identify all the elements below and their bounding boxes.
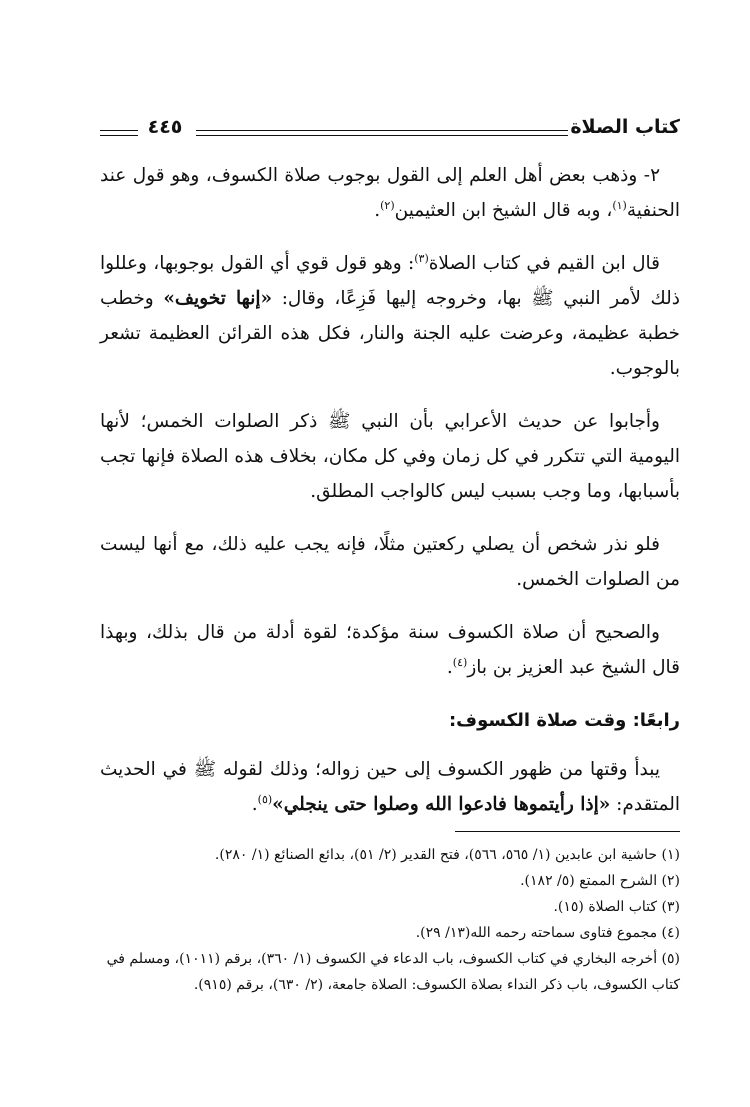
header-rule	[196, 130, 568, 136]
main-text	[100, 158, 680, 840]
footnote-5: (٥) أخرجه البخاري في كتاب الكسوف، باب الدعاء في الكسوف (١/ ٣٦٠)، برقم (١٠١١)، ومسلم في كتاب الكسوف، باب ذكر النداء بصلاة الكسوف: الصلاة جامعة، (٢/ ٦٣٠)، برقم (٩١٥).	[106, 951, 680, 993]
hadith-quote: «إنها تخويف»	[163, 288, 273, 309]
header-rule-short	[100, 130, 138, 136]
text-span: ٢- وذهب بعض أهل العلم إلى القول بوجوب صلاة الكسوف، وهو قول عند الحنفية	[100, 165, 680, 221]
page-number: ٤٤٥	[147, 116, 183, 138]
footnote-ref-4[interactable]: (٤)	[452, 655, 468, 669]
footnote-separator	[455, 831, 680, 832]
footnote-ref-3[interactable]: (٣)	[414, 251, 429, 265]
paragraph-5	[100, 615, 680, 685]
text-span: .	[446, 657, 453, 678]
footnote-ref-2[interactable]: (٢)	[380, 198, 395, 212]
text-span: ، وبه قال الشيخ ابن العثيمين	[394, 200, 613, 221]
paragraph-3: وأجابوا عن حديث الأعرابي بأن النبي ﷺ ذكر الصلوات الخمس؛ لأنها اليومية التي تتكرر في كل زمان وفي كل مكان، بخلاف هذه الصلاة فإنها تجب بأسبابها، وما وجب بسبب ليس كالواجب المطلق.	[100, 411, 680, 502]
text-span: قال ابن القيم في كتاب الصلاة	[428, 253, 660, 274]
footnotes	[100, 842, 680, 998]
text-span: .	[374, 200, 381, 221]
paragraph-2	[100, 246, 680, 386]
footnote-4: (٤) مجموع فتاوى سماحته رحمه الله(١٣/ ٢٩).	[415, 925, 680, 941]
paragraph-4: فلو نذر شخص أن يصلي ركعتين مثلًا، فإنه يجب عليه ذلك، مع أنها ليست من الصلوات الخمس.	[100, 534, 680, 590]
footnote-1: (١) حاشية ابن عابدين (١/ ٥٦٥، ٥٦٦)، فتح القدير (٢/ ٥١)، بدائع الصنائع (١/ ٢٨٠).	[214, 847, 680, 863]
running-title: كتاب الصلاة	[570, 116, 680, 138]
paragraph-1	[100, 158, 680, 228]
text-span: والصحيح أن صلاة الكسوف سنة مؤكدة؛ لقوة أدلة من قال بذلك، وبهذا قال الشيخ عبد العزيز بن باز	[100, 622, 680, 678]
text-span: .	[251, 794, 258, 815]
text-span: : وهو قول قوي أي القول بوجوبها، وعللوا ذلك لأمر النبي ﷺ بها، وخروجه إليها فَزِعًا، وقال:	[100, 253, 681, 309]
paragraph-6	[100, 752, 680, 822]
footnote-ref-1[interactable]: (١)	[612, 198, 627, 212]
text-span: يبدأ وقتها من ظهور الكسوف إلى حين زواله؛ وذلك لقوله ﷺ في الحديث المتقدم:	[100, 759, 680, 815]
hadith-quote: «إذا رأيتموها فادعوا الله وصلوا حتى ينجلي»	[272, 794, 611, 815]
footnote-ref-5[interactable]: (٥)	[257, 792, 273, 806]
footnote-2: (٢) الشرح الممتع (٥/ ١٨٢).	[520, 873, 680, 889]
page-header	[100, 116, 680, 146]
section-heading: رابعًا: وقت صلاة الكسوف:	[448, 710, 680, 731]
text-span: وخطب خطبة عظيمة، وعرضت عليه الجنة والنار، فكل هذه القرائن العظيمة تشعر بالوجوب.	[100, 288, 680, 379]
footnote-3: (٣) كتاب الصلاة (١٥).	[553, 899, 680, 915]
